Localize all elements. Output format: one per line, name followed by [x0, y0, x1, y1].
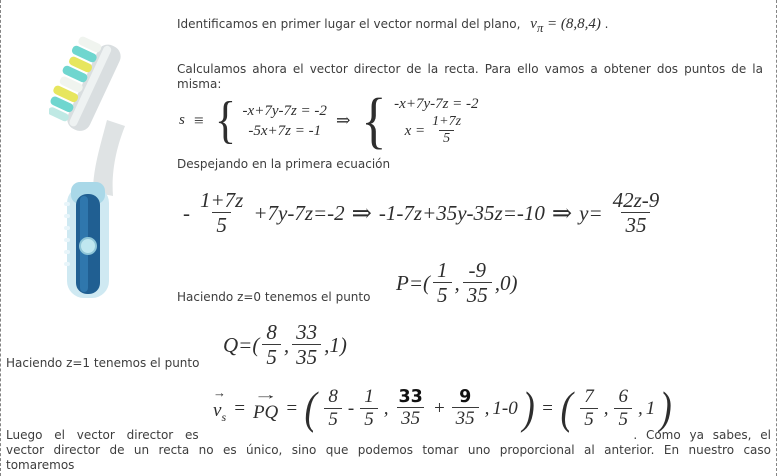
vector-pq	[251, 386, 280, 424]
equals-sign: =	[285, 397, 299, 419]
fraction-numerator: 9	[459, 386, 472, 407]
fraction-numerator: 6	[618, 386, 628, 407]
fraction	[324, 386, 342, 432]
fraction-numerator: 1	[437, 258, 448, 282]
formula-segment: ,0)	[494, 270, 518, 295]
fraction-numerator: 1	[364, 386, 374, 407]
handle-button	[80, 238, 96, 254]
formula-segment: 1	[645, 397, 656, 419]
fraction	[609, 188, 664, 238]
closing-line1-right: . Como ya sabes, el	[633, 428, 771, 442]
system-left-column	[243, 101, 327, 141]
fraction-numerator: 7	[584, 386, 594, 407]
label-z1: Haciendo z=1 tenemos el punto	[6, 356, 200, 370]
fraction-denominator: 5	[439, 130, 454, 148]
minus-sign: -	[347, 397, 355, 419]
implies-arrow: ⇒	[551, 199, 573, 227]
fraction-denominator: 5	[360, 408, 378, 432]
equiv-symbol: ≡	[193, 110, 204, 130]
open-paren: (	[560, 382, 573, 434]
vector-v-s	[211, 385, 228, 425]
vector-subscript-pi: π	[536, 21, 544, 35]
fraction	[262, 320, 281, 370]
vector-value: = (8,8,4)	[546, 16, 601, 32]
comma: ,	[383, 397, 389, 419]
fraction	[428, 114, 465, 148]
x-equals: x =	[404, 122, 426, 139]
v-subscript-s: s	[221, 410, 227, 425]
despejando-label: Despejando en la primera ecuación	[177, 157, 391, 171]
equation-row	[405, 114, 468, 148]
second-paragraph-line1: Calculamos ahora el vector director de la recta. Para ello vamos a obtener dos puntos de la	[177, 62, 763, 76]
fraction-denominator: 35	[292, 344, 321, 370]
fraction-denominator: 35	[452, 407, 479, 431]
intro-period: .	[604, 17, 609, 31]
close-paren: )	[522, 382, 535, 434]
toothbrush-handle	[64, 182, 109, 298]
second-paragraph	[177, 62, 763, 92]
left-brace-icon: {	[361, 86, 387, 155]
intro-paragraph	[177, 16, 769, 36]
fraction-denominator: 5	[324, 408, 342, 432]
comma: ,	[454, 270, 460, 295]
fraction	[395, 387, 427, 431]
fraction-numerator: 42z-9	[612, 188, 660, 212]
equation-segment: -1-7z+35y-35z=-10	[378, 200, 545, 225]
fraction-numerator: -9	[468, 258, 486, 282]
closing-line1-left: Luego el vector director es	[6, 428, 199, 442]
fraction-denominator: 5	[212, 212, 231, 238]
formula-segment: Q=(	[223, 332, 260, 357]
intro-text: Identificamos en primer lugar el vector normal del plano,	[177, 17, 521, 31]
implies-arrow: ⇒	[335, 110, 351, 130]
derivation-equation	[183, 188, 666, 238]
system-of-equations	[179, 86, 479, 155]
fraction-denominator: 35	[621, 212, 650, 238]
fraction-numerator: 8	[328, 386, 338, 407]
equation-segment: y=	[579, 200, 603, 225]
system-right-column	[394, 94, 478, 148]
plus-sign: +	[432, 397, 446, 419]
label-z0: Haciendo z=0 tenemos el punto	[177, 290, 371, 304]
comma: ,	[603, 397, 609, 419]
fraction-numerator: 1+7z	[432, 114, 462, 129]
comma: ,	[283, 332, 290, 357]
fraction	[433, 258, 452, 308]
fraction	[463, 258, 492, 308]
open-paren: (	[304, 382, 317, 434]
closing-line2: vector director de un recta no es único, sino que podemos tomar uno proporcional al anterior. En nuestro caso	[6, 443, 771, 457]
normal-vector-formula	[530, 16, 604, 35]
second-paragraph-line2: misma:	[177, 77, 222, 91]
equation-row: -x+7y-7z = -2	[394, 96, 479, 112]
equation-row: -5x+7z = -1	[248, 122, 322, 139]
vector-arrow-icon: →	[253, 386, 278, 402]
fraction-denominator: 5	[580, 408, 598, 432]
left-brace-icon: {	[214, 91, 236, 149]
fraction	[452, 387, 479, 431]
fraction	[614, 386, 632, 432]
fraction	[360, 386, 378, 432]
line-name-s: s	[179, 112, 185, 129]
fraction-denominator: 5	[262, 344, 281, 370]
fraction-numerator: 33	[398, 386, 423, 407]
comma: ,	[484, 397, 490, 419]
fraction-denominator: 35	[463, 282, 492, 308]
toothbrush-head	[49, 31, 124, 135]
fraction-denominator: 35	[397, 407, 424, 431]
fraction	[292, 320, 321, 370]
equation-segment: +7y-7z=-2	[253, 200, 345, 225]
fraction-numerator: 1+7z	[200, 188, 244, 212]
formula-segment: P=(	[396, 270, 430, 295]
vector-arrow-icon: →	[213, 385, 227, 401]
fraction-numerator: 33	[296, 320, 318, 344]
minus-sign: -	[183, 200, 190, 225]
formula-segment: 1-0	[492, 397, 518, 419]
point-q-formula	[223, 320, 347, 370]
pq-letters: PQ	[252, 401, 279, 423]
fraction-numerator: 8	[266, 320, 277, 344]
comma: ,	[637, 397, 643, 419]
closing-line1	[6, 428, 771, 443]
formula-segment: ,1)	[324, 332, 347, 357]
implies-arrow: ⇒	[351, 199, 372, 227]
equals-sign: =	[541, 397, 554, 419]
point-p-formula	[396, 258, 518, 308]
fraction-denominator: 5	[433, 282, 452, 308]
direction-vector-equation	[211, 382, 674, 434]
equals-sign: =	[233, 397, 246, 419]
fraction	[196, 188, 247, 238]
v-letter: v	[213, 400, 222, 422]
close-paren: )	[659, 382, 672, 434]
fraction	[580, 386, 598, 432]
vector-v: v	[530, 16, 537, 32]
closing-paragraph	[6, 428, 771, 473]
toothbrush-image	[49, 20, 171, 304]
fraction-denominator: 5	[614, 408, 632, 432]
equation-row: -x+7y-7z = -2	[242, 102, 327, 119]
closing-line3: tomaremos	[6, 458, 75, 472]
